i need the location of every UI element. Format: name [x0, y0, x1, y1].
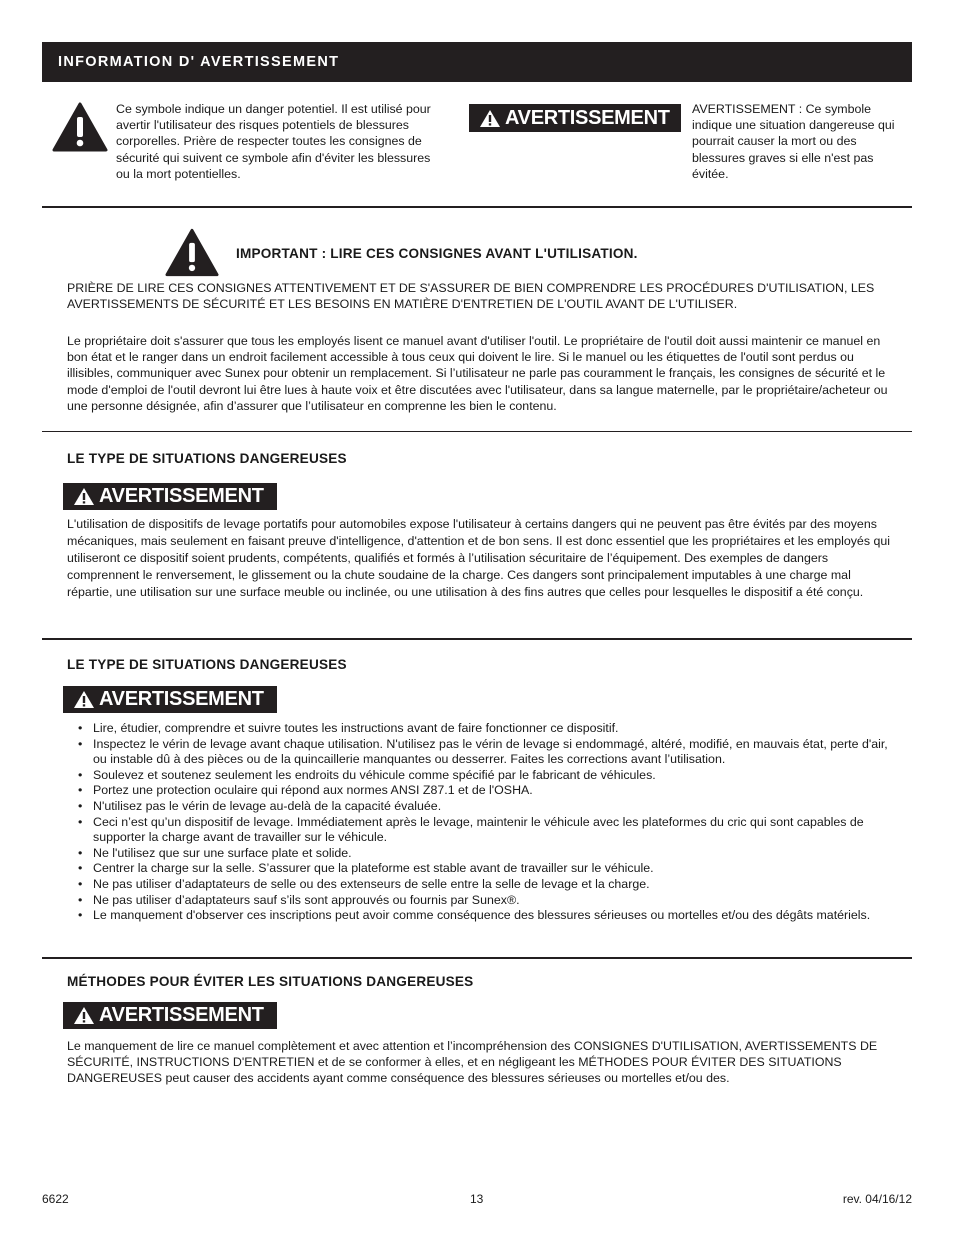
warning-label-text: AVERTISSEMENT [99, 688, 264, 710]
list-item: • Portez une protection oculaire qui répond aux normes ANSI Z87.1 et de l'OSHA. [78, 783, 533, 798]
list-item: • Lire, étudier, comprendre et suivre toutes les instructions avant de faire fonctionner ce dispositif. [78, 721, 619, 735]
list-item: • Ne pas utiliser d’adaptateurs de selle ou des extenseurs de selle entre la selle de levage et la charge. [78, 876, 650, 891]
warning-triangle-icon [479, 109, 501, 128]
divider [42, 638, 912, 640]
list-item: • Le manquement d'observer ces inscriptions peut avoir comme conséquence des blessures sérieuses ou mortelles et/ou des dégâts matériels. [78, 908, 871, 923]
important-paragraph-caps: PRIÈRE DE LIRE CES CONSIGNES ATTENTIVEMENT ET DE S'ASSURER DE BIEN COMPRENDRE LES PROCÉDURES D'UTILISATION, LES AVERTISSEMENTS DE SÉCURITÉ ET LES BESOINS EN MATIÈRE D'ENTRETIEN DE L'OUTIL AVANT DE L'UTILISER. [67, 281, 875, 312]
list-item: • Inspectez le vérin de levage avant chaque utilisation. N'utilisez pas le vérin de levage si endommagé, altéré, modifié, en mauvais état, perte d'air, ou instable dû à des pièces ou de la quincaillerie manquantes ou desserrer. Faites les corrections avant l’utilisation. [78, 736, 888, 767]
avoidance-description: Le manquement de lire ce manuel complètement et avec attention et l’incompréhension des CONSIGNES D'UTILISATION, AVERTISSEMENTS DE SÉCURITÉ, INSTRUCTIONS D'ENTRETIEN et de se conformer à elles, et en négligeant les MÉTHODES POUR ÉVITER DES SITUATIONS DANGEREUSES peut causer des accidents ayant comme conséquence des blessures sérieuses ou mortelles et/ou des. [67, 1039, 878, 1086]
important-title: IMPORTANT : LIRE CES CONSIGNES AVANT L'UTILISATION. [236, 246, 638, 261]
warning-signal-label [63, 686, 277, 713]
section-title: LE TYPE DE SITUATIONS DANGEREUSES [67, 657, 347, 672]
section-title: MÉTHODES POUR ÉVITER LES SITUATIONS DANGEREUSES [67, 974, 474, 989]
hazard-description: L'utilisation de dispositifs de levage portatifs pour automobiles expose l'utilisateur à certains dangers qui ne peuvent pas être évités par des moyens mécaniques, mais seulement en faisant preuve d'intelligence, d'attention et de bon sens. Il est donc essentiel que les propriétaires et les employés qui utiliseront ce dispositif soient prudents, compétents, qualifiés et formés à l’utilisation sécuritaire de l’équipement. Des exemples de dangers comprennent le renversement, le glissement ou la chute soudaine de la charge. Ces dangers sont principalement imputables à une charge mal répartie, une utilisation sur une surface meuble ou inclinée, ou une utilisation à des fins autres que celles pour lesquelles le dispositif a été conçu. [67, 517, 890, 599]
warning-triangle-icon [73, 1006, 95, 1025]
warning-explanation: AVERTISSEMENT : Ce symbole indique une situation dangereuse qui pourrait causer la mort ou des blessures graves si elle n'est pas évitée. [692, 102, 895, 181]
warning-triangle-icon [165, 228, 219, 277]
footer-model-number: 6622 [42, 1192, 69, 1206]
divider [42, 957, 912, 959]
warning-triangle-icon [52, 102, 108, 152]
list-item: • Ceci n’est qu’un dispositif de levage. Immédiatement après le levage, maintenir le véhicule avec les plateformes du cric qui sont capables de supporter la charge avant de travailler sur le véhicule. [78, 814, 864, 845]
section-header-bar: INFORMATION D' AVERTISSEMENT [42, 42, 912, 82]
list-item: • Centrer la charge sur la selle. S’assurer que la plateforme est stable avant de travailler sur le véhicule. [78, 861, 654, 876]
section-title: LE TYPE DE SITUATIONS DANGEREUSES [67, 451, 347, 466]
warning-signal-label [469, 104, 681, 132]
warning-triangle-icon [73, 690, 95, 709]
list-item: • Soulevez et soutenez seulement les endroits du véhicule comme spécifié par le fabricant de véhicules. [78, 767, 656, 782]
safety-bullet-list [67, 721, 897, 924]
footer-revision: rev. 04/16/12 [842, 1192, 912, 1206]
footer-page-number: 13 [470, 1192, 484, 1206]
warning-signal-label [63, 483, 277, 510]
list-item: • Ne pas utiliser d’adaptateurs sauf s’ils sont approuvés ou fournis par Sunex®. [78, 892, 520, 907]
list-item: • Ne l'utilisez que sur une surface plate et solide. [78, 845, 352, 860]
warning-label-text: AVERTISSEMENT [505, 106, 670, 129]
list-item: • N'utilisez pas le vérin de levage au-delà de la capacité évaluée. [78, 798, 442, 813]
important-paragraph-owner: Le propriétaire doit s'assurer que tous les employés lisent ce manuel avant d'utiliser l'outil. Le propriétaire de l'outil doit aussi maintenir ce manuel en bon état et le ranger dans un endroit facilement accessible à tous ceux qui doivent le lire. Si le manuel ou les étiquettes de l'outil sont perdus ou illisibles, communiquer avec Sunex pour obtenir un remplacement. Si l’utilisateur ne parle pas couramment le français, les consignes de sécurité et le mode d'emploi de l'outil devront lui être lues à haute voix et être discutées avec l'utilisateur, dans sa langue maternelle, par le propriétaire/acheteur ou une personne désignée, afin d’assurer que l’utilisateur en comprenne les bien le contenu. [67, 334, 888, 413]
divider [42, 206, 912, 208]
warning-signal-label [63, 1002, 277, 1029]
warning-triangle-icon [73, 487, 95, 506]
warning-label-text: AVERTISSEMENT [99, 1004, 264, 1026]
symbol-explanation: Ce symbole indique un danger potentiel. Il est utilisé pour avertir l'utilisateur des risques potentiels de blessures corporelles. Prière de respecter toutes les consignes de sécurité qui suivent ce symbole afin d'éviter les blessures ou la mort potentielles. [116, 102, 431, 181]
warning-label-text: AVERTISSEMENT [99, 485, 264, 507]
divider [42, 431, 912, 432]
